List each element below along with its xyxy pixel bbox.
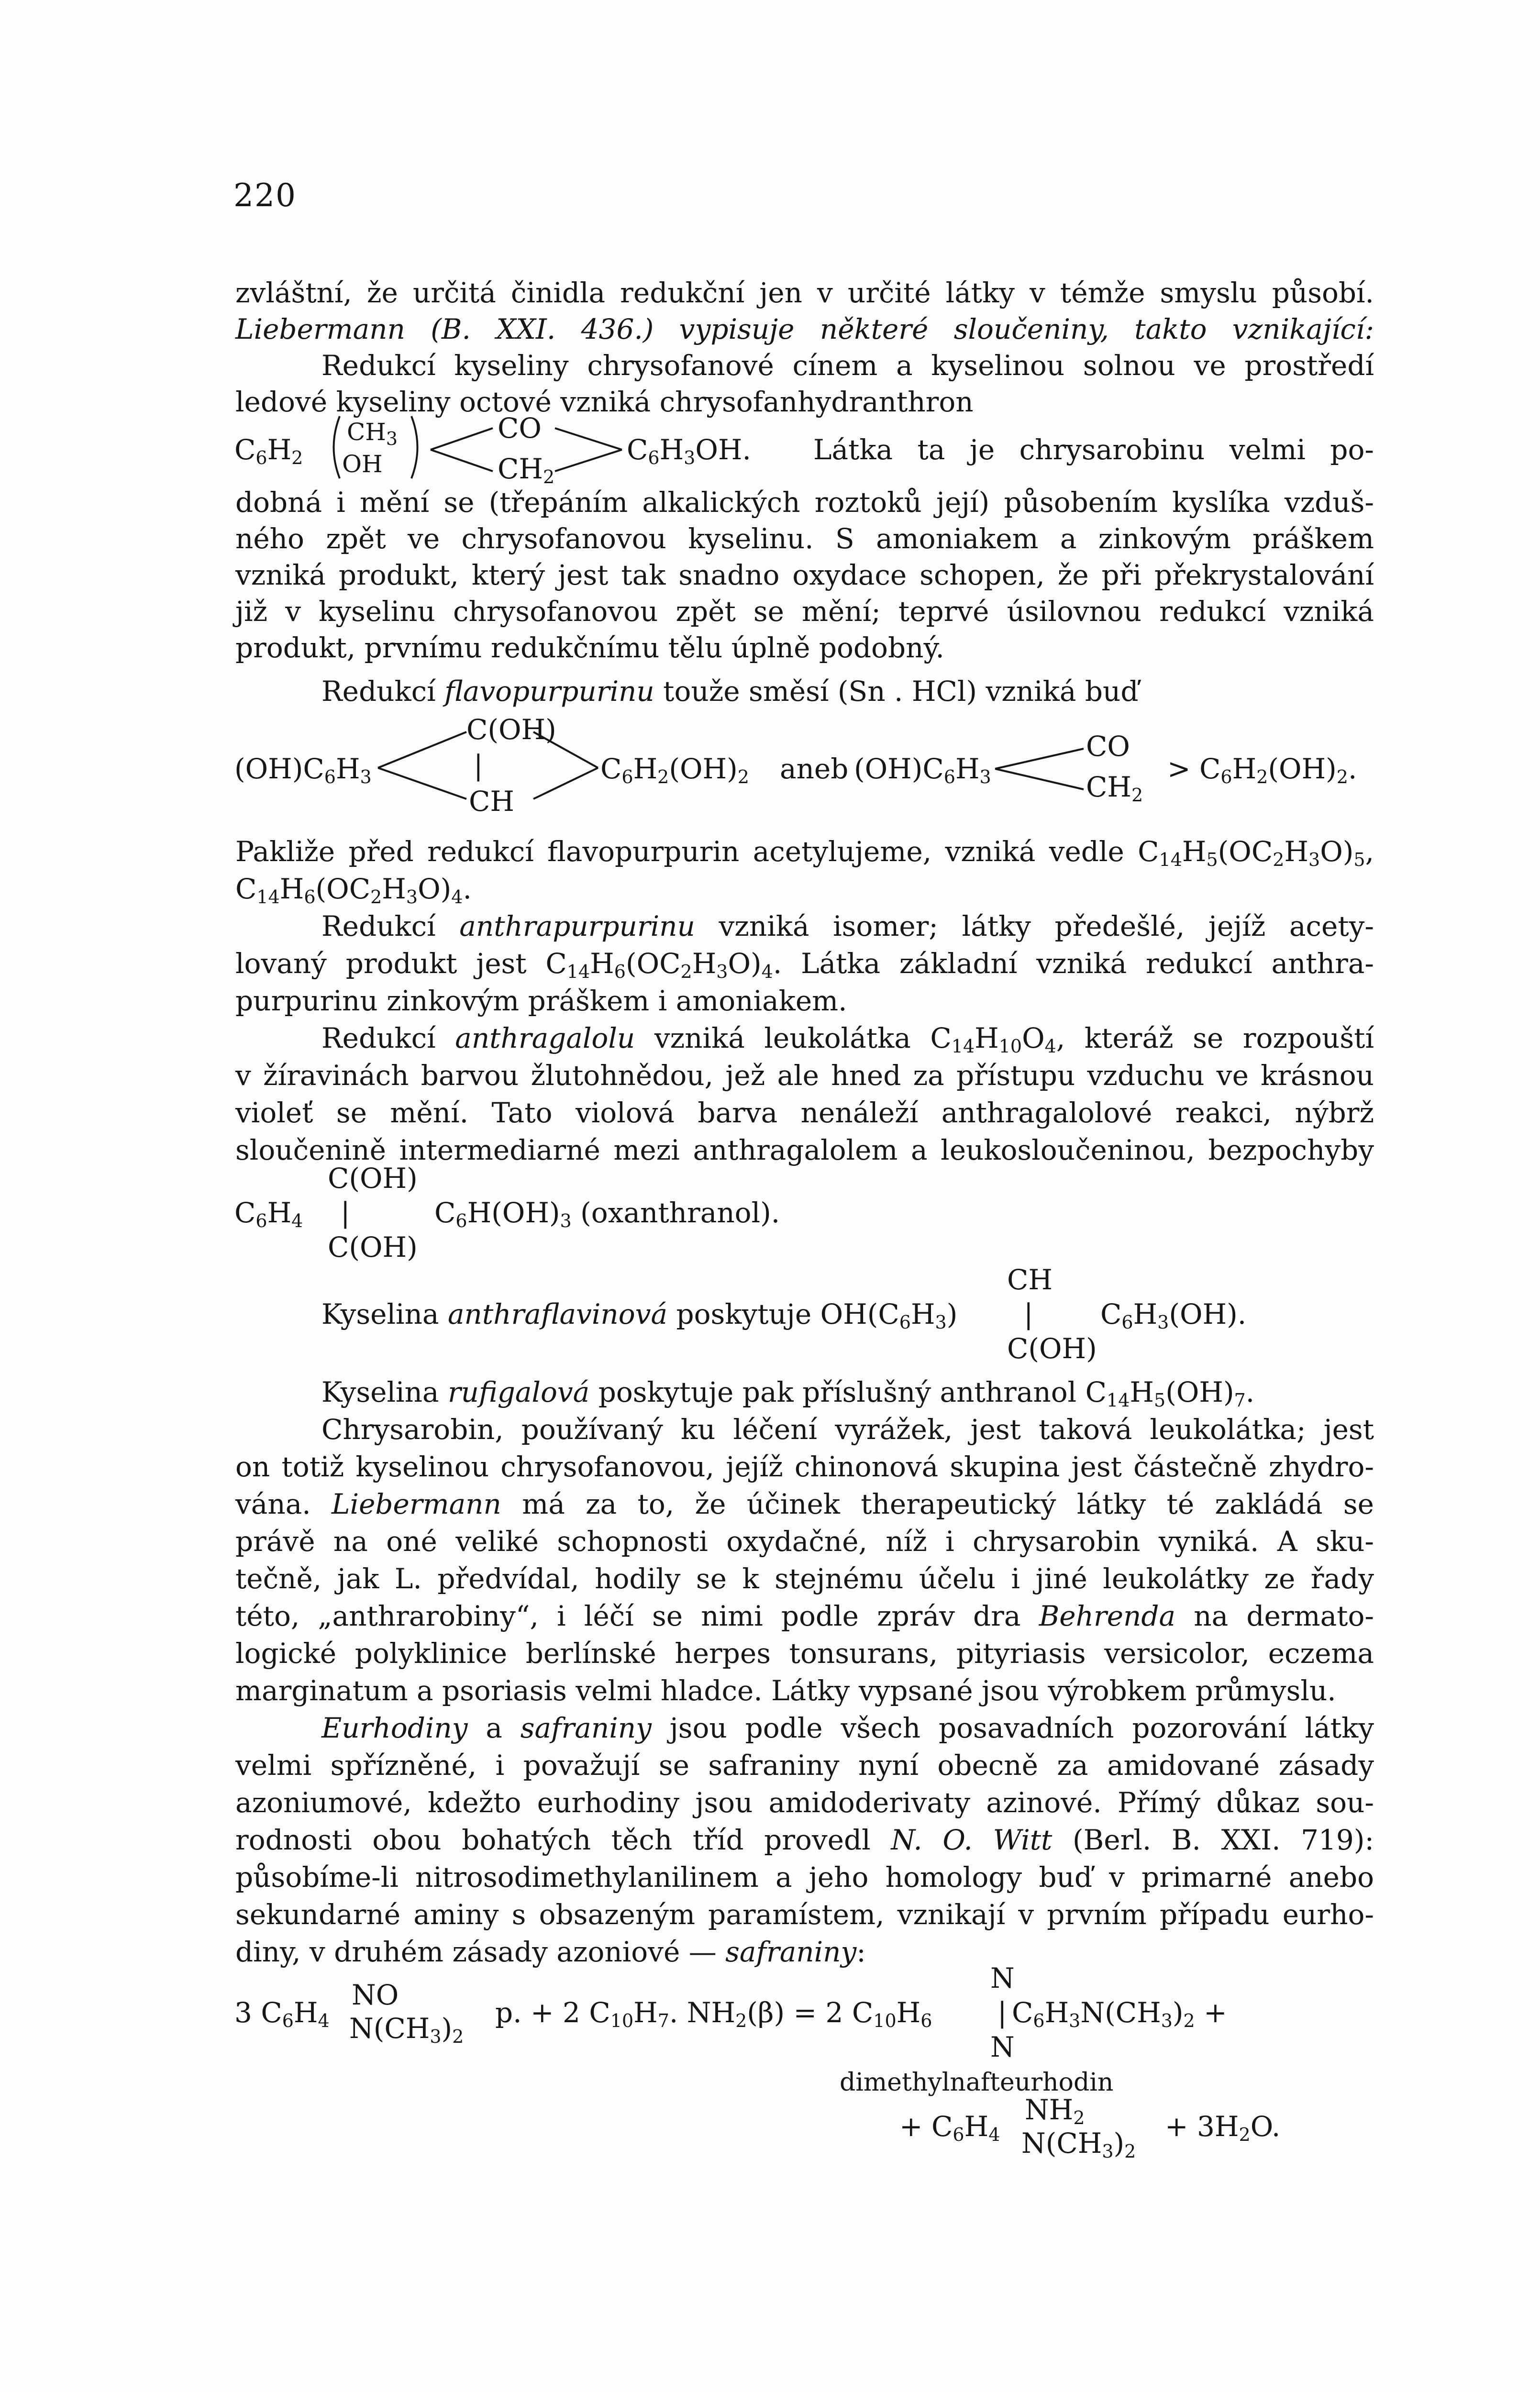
text-line: tečně, jak L. předvídal, hodily se k stejnému účelu i jiné leukolátky ze řady (235, 1562, 1374, 1595)
text-line: vána. Liebermann má za to, že účinek therapeutický látky té zakládá se (235, 1488, 1374, 1520)
text-line: Kyselina rufigalová poskytuje pak příslušný anthranol C14H5(OH)7. (321, 1376, 1255, 1411)
text-line: Chrysarobin, používaný ku léčení vyrážek, jest taková leukolátka; jest (321, 1413, 1374, 1446)
text-line: zvláštní, že určitá činidla redukční jen v určité látky v témže smyslu působí. (235, 277, 1374, 309)
text-line: dobná i mění se (třepáním alkalických roztoků její) působením kyslíka vzduš- (235, 486, 1374, 519)
text-line (235, 310, 1374, 348)
text-line: violeť se mění. Tato violová barva nenáleží anthragalolové reakci, nýbrž (235, 1096, 1374, 1129)
text-line: ledové kyseliny octové vzniká chrysofanhydranthron (235, 386, 974, 418)
text-line: diny, v druhém zásady azoniové — safraniny: (235, 1936, 866, 1968)
page-number: 220 (233, 177, 297, 214)
ring-bonds (995, 739, 1091, 797)
text-line: Eurhodiny a safraniny jsou podle všech posavadních pozorování látky (321, 1712, 1374, 1744)
text-line: již v kyselinu chrysofanovou zpět se mění; teprvé úsilovnou redukcí vzniká (235, 595, 1374, 628)
text-line: Redukcí anthrapurpurinu vzniká isomer; látky předešlé, jejíž acety- (321, 910, 1374, 942)
text-line: logické polyklinice berlínské herpes tonsurans, pityriasis versicolor, eczema (235, 1637, 1374, 1670)
text-line: rodnosti obou bohatých těch tříd provedl N. O. Witt (Berl. B. XXI. 719): (235, 1824, 1374, 1856)
book-page: 220 zvláštní, že určitá činidla redukční jen v určité látky v témže smyslu působí. Liebermann (B. XXI. 436.) vypisuje některé sloučeniny, takto vznikající: Redukcí kyseliny chrysofanové cínem a kyselinou solnou ve prostředí ledové kyseliny octové vzniká chrysofanhydranthron C6H2 $CH_3$ OH CO CH2 C6H3OH. Látka ta je chrysarobinu velmi po- dobná i mění se (třepáním alkalických roztoků její) působením kyslíka vzduš- ného zpět ve chrysofanovou kyselinu. S amoniakem a zinkovým práškem vzniká produkt, který jest tak snadno oxydace schopen, že při překrystalování již v kyselinu chrysofanovou zpět se mění; teprvé úsilovnou redukcí vzniká produkt, prvnímu redukčnímu tělu úplně podobný. Redukcí flavopurpurinu touže směsí (Sn . HCl) vzniká buď C(OH) | CH (OH)C6H3 C6H2(OH)2 aneb (OH)C6H3 CO CH2 > C6H2(OH)2. Pakliže před redukcí flavopurpurin acetylujeme, vzniká vedle C14H5(OC2H3O)5, C14H6(OC2H3O)4. Redukcí anthrapurpurinu vzniká isomer; látky předešlé, jejíž acety- lovaný produkt jest C14H6(OC2H3O)4. Látka základní vzniká redukcí anthra- purpurinu zinkovým práškem i amoniakem. Redukcí anthragalolu vzniká leukolátka C14H10O4, kteráž se rozpouští v žíravinách barvou žlutohnědou, jež ale hned za přístupu vzduchu ve krásnou violeť se mění. Tato violová barva nenáleží anthragalolové reakci, nýbrž sloučenině intermediarné mezi anthragalolem a leukosloučeninou, bezpochyby C(OH) C6H4 | C6H(OH)3 (oxanthranol). C(OH) CH Kyselina anthraflavinová poskytuje OH(C6H3) | C6H3(OH). C(OH) Kyselina rufigalová poskytuje pak příslušný anthranol C14H5(OH)7. Chrysarobin, používaný ku léčení vyrážek, jest taková leukolátka; jest on totiž kyselinou chrysofanovou, jejíž chinonová skupina jest částečně zhydro- vána. Liebermann má za to, že účinek therapeutický látky té zakládá se právě na oné veliké schopnosti oxydačné, níž i chrysarobin vyniká. A sku- tečně, jak L. předvídal, hodily se k stejnému účelu i jiné leukolátky ze řady této, „anthrarobiny“, i léčí se nimi podle zpráv dra Behrenda na dermato- logické polyklinice berlínské herpes tonsurans, pityriasis versicolor, eczema marginatum a psoriasis velmi hladce. Látky vypsané jsou výrobkem průmyslu. Eurhodiny a safraniny jsou podle všech posavadních pozorování látky velmi spřízněné, i považují se safraniny nyní obecně za amidované zásady azoniumové, kdežto eurhodiny jsou amidoderivaty azinové. Přímý důkaz sou- rodnosti obou bohatých těch tříd provedl N. O. Witt (Berl. B. XXI. 719): působíme-li nitrosodimethylanilinem a jeho homology buď v primarné anebo sekundarné aminy s obsazeným paramístem, vznikají v prvním případu eurho- diny, v druhém zásady azoniové — safraniny: N 3 C6H4 NO N(CH3)2 p. + 2 C10H7. NH2(β) = 2 C10H6 | C6H3N(CH3)2 + N dimethylnafteurhodin + C6H4 NH2 N(CH3)2 + 3H2O. (0, 0, 1540, 2392)
text-line: Redukcí kyseliny chrysofanové cínem a kyselinou solnou ve prostředí (321, 349, 1374, 382)
text-line: Pakliže před redukcí flavopurpurin acetylujeme, vzniká vedle C14H5(OC2H3O)5, (235, 835, 1374, 870)
text-line: marginatum a psoriasis velmi hladce. Látky vypsané jsou výrobkem průmyslu. (235, 1674, 1336, 1707)
text-line: sekundarné aminy s obsazeným paramístem, vznikají v prvním případu eurho- (235, 1898, 1374, 1931)
text-line: Redukcí flavopurpurinu touže směsí (Sn . HCl) vzniká buď (321, 675, 1139, 708)
text-line: působíme-li nitrosodimethylanilinem a jeho homology buď v primarné anebo (235, 1861, 1374, 1894)
text-line: Redukcí anthragalolu vzniká leukolátka C14H10O4, kteráž se rozpouští (321, 1022, 1374, 1057)
author-name: Liebermann (B. XXI. 436.) vypisuje některé sloučeniny, takto vznikající: (235, 313, 1374, 345)
text-line: sloučenině intermediarné mezi anthragalolem a leukosloučeninou, bezpochyby (235, 1134, 1374, 1166)
text-line: v žíravinách barvou žlutohnědou, jež ale hned za přístupu vzduchu ve krásnou (235, 1059, 1374, 1092)
text-line: ného zpět ve chrysofanovou kyselinu. S amoniakem a zinkovým práškem (235, 522, 1374, 555)
compound-label: dimethylnafteurhodin (840, 2068, 1114, 2097)
text-line: této, „anthrarobiny“, i léčí se nimi podle zpráv dra Behrenda na dermato- (235, 1600, 1374, 1632)
ring-bonds (378, 725, 608, 806)
text-line: purpurinu zinkovým práškem i amoniakem. (235, 985, 847, 1017)
text-line: vzniká produkt, který jest tak snadno oxydace schopen, že při překrystalování (235, 559, 1374, 591)
text-line: lovaný produkt jest C14H6(OC2H3O)4. Látka základní vzniká redukcí anthra- (235, 947, 1374, 982)
text-line: produkt, prvnímu redukčnímu tělu úplně podobný. (235, 631, 944, 664)
paren-left (325, 414, 344, 481)
text-line: on totiž kyselinou chrysofanovou, jejíž chinonová skupina jest částečně zhydro- (235, 1451, 1374, 1483)
text-line: C14H6(OC2H3O)4. (235, 873, 472, 908)
paren-right (407, 414, 426, 481)
text-line: velmi spřízněné, i považují se safraniny nyní obecně za amidované zásady (235, 1749, 1374, 1782)
text-line: azoniumové, kdežto eurhodiny jsou amidoderivaty azinové. Přímý důkaz sou- (235, 1786, 1374, 1819)
text-line: právě na oné veliké schopnosti oxydačné, níž i chrysarobin vyniká. A sku- (235, 1525, 1374, 1558)
